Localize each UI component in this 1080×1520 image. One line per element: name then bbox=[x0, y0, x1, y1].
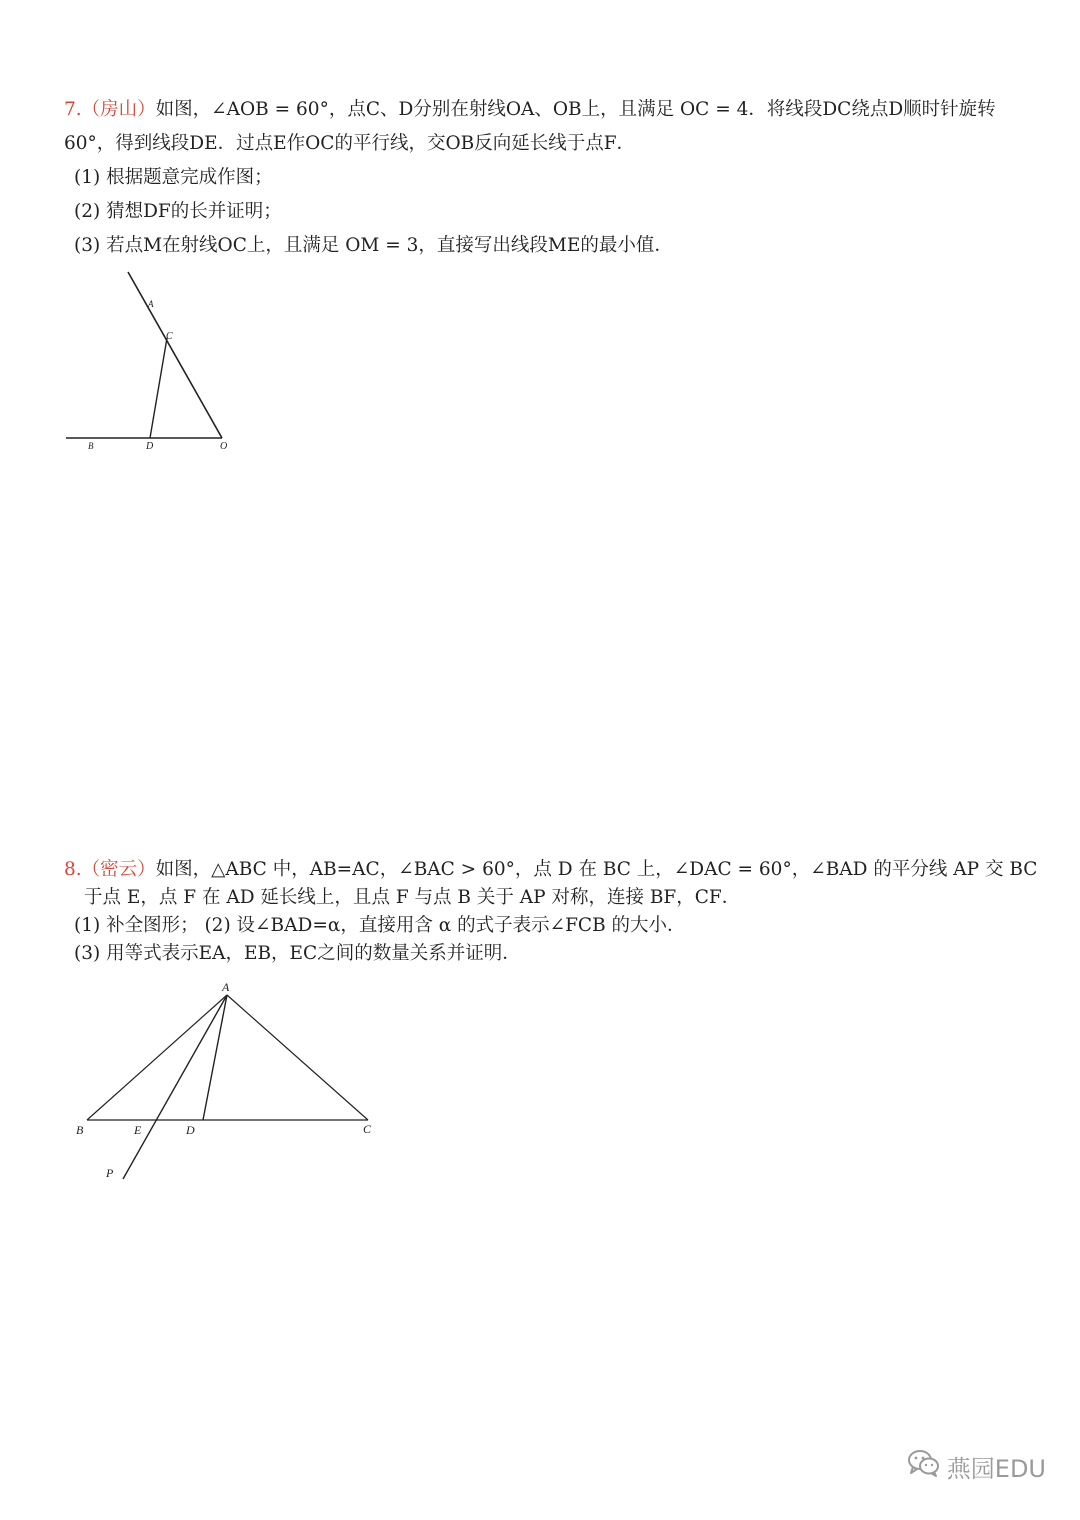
label-p: P bbox=[106, 1166, 114, 1180]
problem-7-question-1: (1) 根据题意完成作图； bbox=[74, 167, 273, 188]
problem-8-statement-line-2: 于点 E，点 F 在 AD 延长线上，且点 F 与点 B 关于 AP 对称，连接 BF，CF． bbox=[84, 887, 741, 908]
label-e: E bbox=[134, 1123, 142, 1137]
problem-7-question-3: (3) 若点M在射线OC上，且满足 OM = 3，直接写出线段ME的最小值． bbox=[74, 235, 673, 256]
ray-ap bbox=[123, 995, 227, 1179]
label-b: B bbox=[76, 1123, 84, 1137]
label-c: C bbox=[166, 331, 173, 342]
problem-7-statement-line-2: 60°，得到线段DE．过点E作OC的平行线，交OB反向延长线于点F． bbox=[64, 133, 636, 154]
watermark bbox=[907, 1448, 1046, 1484]
segment-dc bbox=[150, 338, 167, 438]
problem-8-text-1: 如图，△ABC 中，AB=AC，∠BAC > 60°，点 D 在 BC 上，∠DAC = 60°，∠BAD 的平分线 AP 交 BC bbox=[155, 859, 1038, 880]
problem-8-figure bbox=[70, 975, 390, 1190]
problem-7-question-2: (2) 猜想DF的长并证明； bbox=[74, 201, 282, 222]
label-b: B bbox=[88, 441, 94, 451]
problem-7-header: 7.（房山） bbox=[64, 99, 156, 120]
label-c: C bbox=[363, 1122, 372, 1136]
watermark-text: 燕园EDU bbox=[946, 1454, 1046, 1483]
problem-8-question-1-2: (1) 补全图形； (2) 设∠BAD=α，直接用含 α 的式子表示∠FCB 的大小． bbox=[74, 915, 686, 936]
problem-8-question-3: (3) 用等式表示EA，EB，EC之间的数量关系并证明． bbox=[74, 943, 521, 964]
problem-7-statement-line-1 bbox=[64, 96, 996, 124]
label-d: D bbox=[186, 1123, 195, 1137]
wechat-icon bbox=[907, 1448, 941, 1484]
label-a: A bbox=[148, 299, 154, 309]
label-a: A bbox=[222, 980, 230, 994]
label-d: D bbox=[146, 441, 154, 452]
problem-7-text-1: 如图，∠AOB = 60°，点C、D分别在射线OA、OB上，且满足 OC = 4．将线段DC绕点D顺时针旋转 bbox=[155, 99, 996, 120]
problem-8-statement-line-1 bbox=[64, 856, 1037, 884]
segment-ac bbox=[227, 995, 368, 1120]
problem-7-figure bbox=[60, 268, 260, 458]
ray-oa bbox=[128, 272, 222, 438]
problem-8-header: 8.（密云） bbox=[64, 859, 156, 880]
label-o: O bbox=[220, 441, 228, 452]
